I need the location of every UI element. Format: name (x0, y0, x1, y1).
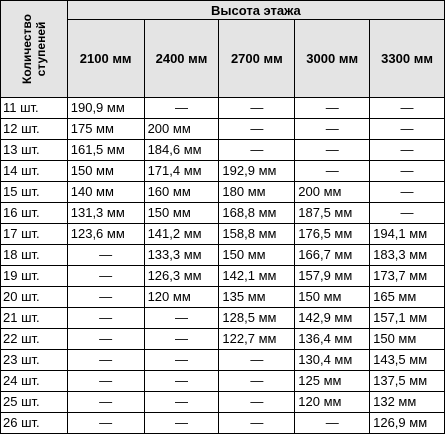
column-header: 2100 мм (67, 20, 144, 98)
table-cell: 200 мм (144, 119, 219, 140)
table-cell: 130,4 мм (295, 350, 370, 371)
table-cell: — (144, 413, 219, 434)
table-row (1, 203, 445, 224)
table-cell: 175 мм (67, 119, 144, 140)
steps-count-cell: 26 шт. (1, 413, 68, 434)
table-cell: 123,6 мм (67, 224, 144, 245)
table-cell: — (144, 350, 219, 371)
steps-count-cell: 18 шт. (1, 245, 68, 266)
table-cell: — (219, 392, 295, 413)
table-row (1, 98, 445, 119)
table-cell: — (144, 98, 219, 119)
table-cell: 173,7 мм (370, 266, 445, 287)
table-cell: — (67, 350, 144, 371)
steps-count-cell: 24 шт. (1, 371, 68, 392)
steps-count-cell: 20 шт. (1, 287, 68, 308)
table-cell: — (370, 140, 445, 161)
table-cell: 122,7 мм (219, 329, 295, 350)
table-row (1, 182, 445, 203)
table-cell: 194,1 мм (370, 224, 445, 245)
table-cell: 133,3 мм (144, 245, 219, 266)
table-row (1, 308, 445, 329)
table-row (1, 119, 445, 140)
table-cell: 131,3 мм (67, 203, 144, 224)
table-row (1, 224, 445, 245)
table-body (1, 98, 445, 434)
table-cell: 190,9 мм (67, 98, 144, 119)
table-cell: — (370, 119, 445, 140)
table-cell: — (370, 203, 445, 224)
table-cell: 142,1 мм (219, 266, 295, 287)
table-cell: 128,5 мм (219, 308, 295, 329)
table-cell: 150 мм (219, 245, 295, 266)
steps-count-cell: 25 шт. (1, 392, 68, 413)
steps-count-cell: 22 шт. (1, 329, 68, 350)
table-cell: 136,4 мм (295, 329, 370, 350)
table-row (1, 161, 445, 182)
steps-count-cell: 19 шт. (1, 266, 68, 287)
table-cell: 120 мм (144, 287, 219, 308)
table-row (1, 329, 445, 350)
steps-count-cell: 12 шт. (1, 119, 68, 140)
table-cell: — (219, 413, 295, 434)
table-cell: 143,5 мм (370, 350, 445, 371)
column-header: 3300 мм (370, 20, 445, 98)
table-cell: — (67, 287, 144, 308)
table-cell: 166,7 мм (295, 245, 370, 266)
table-row (1, 350, 445, 371)
table-cell: — (67, 371, 144, 392)
steps-count-cell: 11 шт. (1, 98, 68, 119)
steps-count-cell: 16 шт. (1, 203, 68, 224)
table-cell: — (144, 371, 219, 392)
table-cell: — (67, 413, 144, 434)
table-cell: — (370, 182, 445, 203)
table-cell: 126,9 мм (370, 413, 445, 434)
column-header: 2400 мм (144, 20, 219, 98)
column-header: 3000 мм (295, 20, 370, 98)
table-cell: 157,9 мм (295, 266, 370, 287)
steps-count-cell: 13 шт. (1, 140, 68, 161)
steps-count-cell: 17 шт. (1, 224, 68, 245)
table-cell: — (295, 98, 370, 119)
table-cell: — (370, 98, 445, 119)
table-cell: — (295, 140, 370, 161)
table-cell: — (67, 329, 144, 350)
steps-count-cell: 21 шт. (1, 308, 68, 329)
table-cell: — (295, 413, 370, 434)
table-cell: 168,8 мм (219, 203, 295, 224)
table-cell: 125 мм (295, 371, 370, 392)
table-cell: — (219, 350, 295, 371)
steps-count-header-line2: ступеней (33, 21, 48, 77)
table-row (1, 413, 445, 434)
table-cell: — (219, 98, 295, 119)
table-cell: 160 мм (144, 182, 219, 203)
table-row (1, 140, 445, 161)
table-cell: 165 мм (370, 287, 445, 308)
table-cell: — (370, 161, 445, 182)
table-row (1, 245, 445, 266)
table-cell: — (67, 266, 144, 287)
table-row (1, 392, 445, 413)
table-cell: 137,5 мм (370, 371, 445, 392)
table-cell: — (219, 140, 295, 161)
steps-count-header (1, 1, 68, 98)
table-cell: 120 мм (295, 392, 370, 413)
table-cell: 150 мм (370, 329, 445, 350)
steps-count-cell: 15 шт. (1, 182, 68, 203)
table-cell: 192,9 мм (219, 161, 295, 182)
table-cell: — (67, 392, 144, 413)
table-cell: 180 мм (219, 182, 295, 203)
table-cell: 132 мм (370, 392, 445, 413)
steps-count-cell: 14 шт. (1, 161, 68, 182)
table-row (1, 287, 445, 308)
table-cell: 135 мм (219, 287, 295, 308)
steps-count-cell: 23 шт. (1, 350, 68, 371)
table-cell: — (67, 245, 144, 266)
table-cell: 161,5 мм (67, 140, 144, 161)
table-cell: 150 мм (67, 161, 144, 182)
table-cell: — (67, 308, 144, 329)
table-cell: — (295, 119, 370, 140)
table-cell: — (219, 119, 295, 140)
table-cell: 158,8 мм (219, 224, 295, 245)
table-cell: — (144, 329, 219, 350)
table-cell: 150 мм (144, 203, 219, 224)
table-cell: 187,5 мм (295, 203, 370, 224)
table-row (1, 371, 445, 392)
table-cell: — (144, 392, 219, 413)
table-cell: 140 мм (67, 182, 144, 203)
table-cell: 200 мм (295, 182, 370, 203)
table-row (1, 266, 445, 287)
table-cell: — (295, 161, 370, 182)
table-cell: 176,5 мм (295, 224, 370, 245)
table-cell: — (219, 371, 295, 392)
table-cell: — (144, 308, 219, 329)
table-cell: 126,3 мм (144, 266, 219, 287)
table-cell: 141,2 мм (144, 224, 219, 245)
floor-height-group-header: Высота этажа (67, 1, 444, 20)
table-cell: 184,6 мм (144, 140, 219, 161)
table-cell: 183,3 мм (370, 245, 445, 266)
steps-count-header-line1: Количество (19, 14, 34, 84)
column-header: 2700 мм (219, 20, 295, 98)
table-cell: 171,4 мм (144, 161, 219, 182)
table-cell: 150 мм (295, 287, 370, 308)
table-cell: 157,1 мм (370, 308, 445, 329)
table-cell: 142,9 мм (295, 308, 370, 329)
